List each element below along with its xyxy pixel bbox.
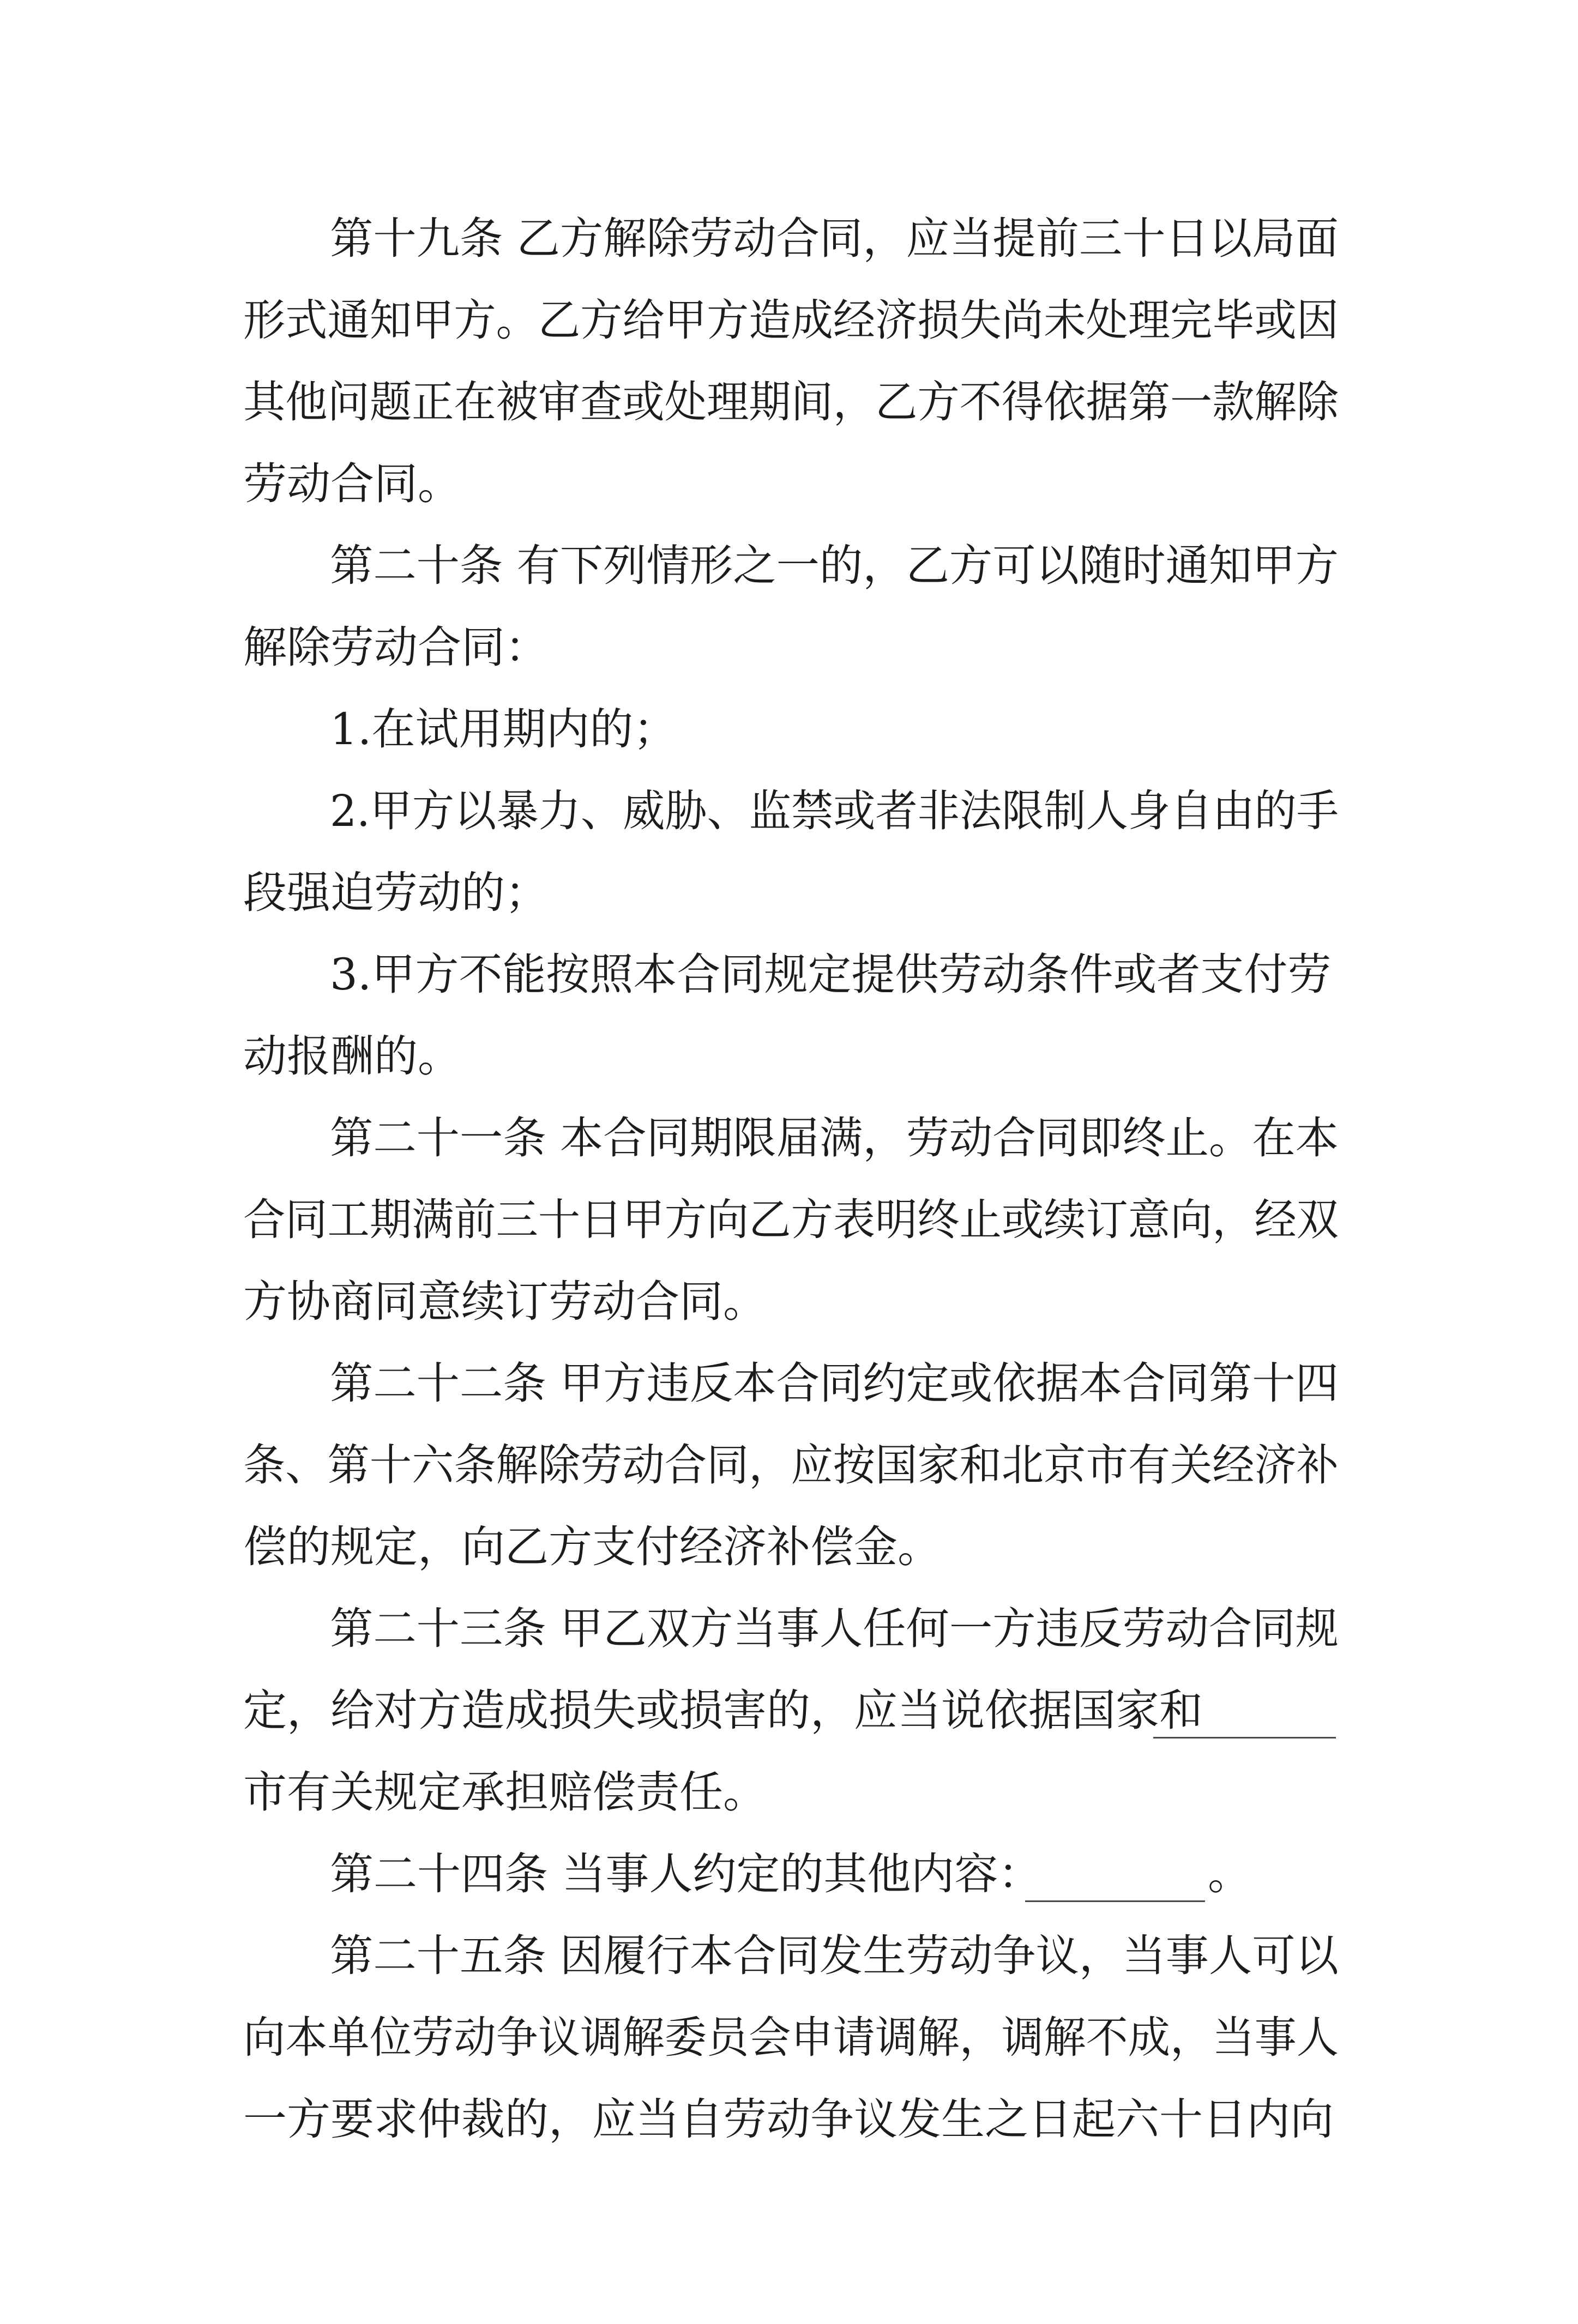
article-23-heading-line: 第二十三条 甲乙双方当事人任何一方违反劳动合同规 <box>330 1603 1339 1654</box>
text-line <box>0 1588 1578 1670</box>
list-item: 3.甲方不能按照本合同规定提供劳动条件或者支付劳 <box>330 949 1332 1000</box>
text-line: 第二十四条 当事人约定的其他内容： 。 <box>0 1833 1578 1915</box>
text-line <box>0 198 1578 280</box>
text-line: 一方要求仲裁的，应当自劳动争议发生之日起六十日内向 <box>243 2094 1334 2145</box>
text-line: 劳动合同。 <box>243 458 461 509</box>
list-item: 2.甲方以暴力、威胁、监禁或者非法限制人身自由的手 <box>330 786 1339 836</box>
text-line: 合同工期满前三十日甲方向乙方表明终止或续订意向，经双 <box>243 1194 1339 1245</box>
text-line: 动报酬的。 <box>243 1031 461 1082</box>
article-20-heading-line: 第二十条 有下列情形之一的，乙方可以随时通知甲方 <box>330 540 1339 591</box>
fill-in-blank[interactable] <box>1153 1693 1336 1739</box>
text-line: 方协商同意续订劳动合同。 <box>243 1276 767 1327</box>
text-line: 条、第十六条解除劳动合同，应按国家和北京市有关经济补 <box>243 1440 1339 1490</box>
text-line: 段强迫劳动的； <box>243 867 549 918</box>
text-line <box>0 1915 1578 1997</box>
article-25-heading-line: 第二十五条 因履行本合同发生劳动争议，当事人可以 <box>330 1930 1339 1981</box>
text-line <box>0 525 1578 607</box>
article-24-heading-line: 第二十四条 当事人约定的其他内容： <box>330 1849 1042 1899</box>
fill-in-blank[interactable] <box>1025 1857 1205 1902</box>
text-line: 向本单位劳动争议调解委员会申请调解，调解不成，当事人 <box>243 2012 1339 2063</box>
text-line: 偿的规定，向乙方支付经济补偿金。 <box>243 1522 941 1572</box>
text-line: 形式通知甲方。乙方给甲方造成经济损失尚未处理完毕或因 <box>243 295 1339 346</box>
text-line <box>0 1343 1578 1424</box>
article-21-heading-line: 第二十一条 本合同期限届满，劳动合同即终止。在本 <box>330 1113 1339 1163</box>
text-line: 其他问题正在被审查或处理期间，乙方不得依据第一款解除 <box>243 377 1339 427</box>
article-22-heading-line: 第二十二条 甲方违反本合同约定或依据本合同第十四 <box>330 1358 1339 1409</box>
text-line: 市有关规定承担赔偿责任。 <box>243 1767 767 1818</box>
text-line: 定，给对方造成损失或损害的，应当说依据国家和 <box>0 1670 1578 1752</box>
text-line <box>0 1097 1578 1179</box>
article-19-heading-line: 第十九条 乙方解除劳动合同，应当提前三十日以局面 <box>330 213 1339 264</box>
list-item: 1.在试用期内的； <box>330 704 677 754</box>
text-line: 解除劳动合同： <box>243 622 549 673</box>
